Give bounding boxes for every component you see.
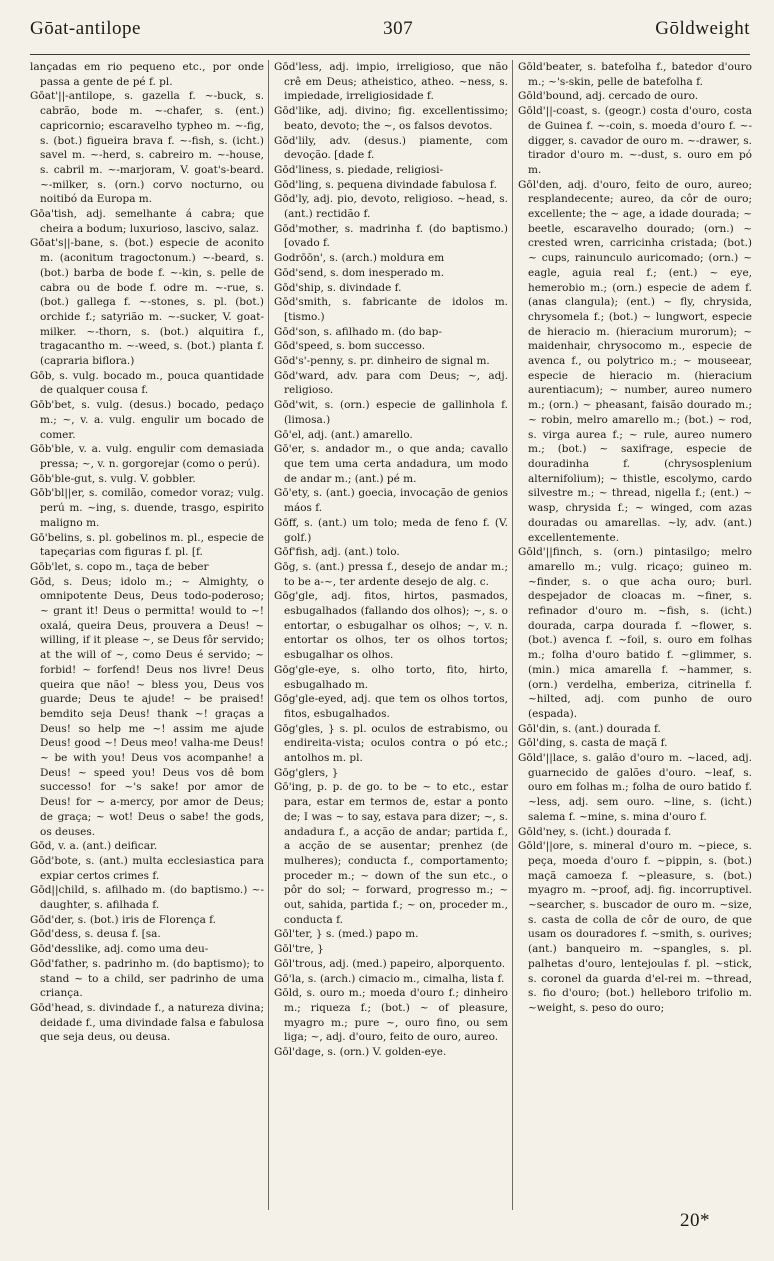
dictionary-entry: Gōa'tish, adj. semelhante á cabra; que cheira a bodum; luxurioso, lascivo, salaz. bbox=[30, 208, 264, 235]
column-3 bbox=[512, 60, 752, 1210]
running-header bbox=[30, 18, 750, 44]
dictionary-entry: Gōl'ter, } s. (med.) papo m. bbox=[274, 928, 419, 941]
dictionary-entry: Gōd, s. Deus; idolo m.; ~ Almighty, o omnipotente Deus, Deus todo-poderoso; ~ grant it! Deus o permitta! would to ~! oxalá, queira Deus, prouvera a Deus! ~ willing, if it please ~, se Deus fôr servido; at the will of ~, como Deus é servido; ~ forbid! ~ forfend! Deus nos livre! Deus queira que não! ~ bless you, Deus vos guarde; Deus te ajude! ~ be praised! bemdito seja Deus! thank ~! graças a Deus! so help me ~! assim me ajude Deus! good ~! Deus meo! valha-me Deus! ~ be with you! Deus vos acompanhe! a Deus! ~ speed you! Deus vos dê bom successo! for ~'s sake! por amor de Deus! for ~ a-mercy, por amor de Deus; de graça; ~ wot! Deus o sabe! the gods, os deuses. bbox=[30, 575, 264, 838]
dictionary-entry: Gōd'desslike, adj. como uma deu- bbox=[30, 943, 209, 956]
dictionary-entry: Gōld'||-coast, s. (geogr.) costa d'ouro, costa de Guinea f. ~-coin, s. moeda d'ouro f. ~-digger, s. cavador de ouro m. ~-drawer, s. tirador d'ouro m. ~-dust, s. ouro em pó m. bbox=[518, 105, 752, 176]
dictionary-entry: Gōg, s. (ant.) pressa f., desejo de andar m.; to be a-~, ter ardente desejo de alg. c. bbox=[274, 560, 508, 588]
dictionary-entry: Gōd'lily, adv. (desus.) piamente, com devoção. [dade f. bbox=[274, 134, 508, 162]
dictionary-entry: Gōd, v. a. (ant.) deificar. bbox=[30, 840, 158, 853]
dictionary-entry: Gōl'ding, s. casta de maçã f. bbox=[518, 737, 668, 750]
dictionary-entry: Gō'belins, s. pl. gobelinos m. pl., especie de tapeçarias com figuras f. pl. [f. bbox=[30, 531, 264, 559]
dictionary-entry: Gōd's'-penny, s. pr. dinheiro de signal m. bbox=[274, 355, 490, 368]
dictionary-entry: Gōld'beater, s. batefolha f., batedor d'ouro m.; ~'s-skin, pelle de batefolha f. bbox=[518, 61, 752, 88]
dictionary-entry: Gōd'ly, adj. pio, devoto, religioso. ~head, s. (ant.) rectidão f. bbox=[274, 193, 508, 221]
dictionary-entry: Gōb, s. vulg. bocado m., pouca quantidade de qualquer cousa f. bbox=[30, 369, 264, 397]
dictionary-entry: Gōff, s. (ant.) um tolo; meda de feno f. (V. golf.) bbox=[274, 516, 508, 544]
dictionary-entry: Gōd'dess, s. deusa f. [sa. bbox=[30, 928, 161, 941]
dictionary-entry: Gōl'tre, } bbox=[274, 943, 324, 956]
dictionary-entry: Gōld, s. ouro m.; moeda d'ouro f.; dinheiro m.; riqueza f.; (bot.) ~ of pleasure, myagro m.; pure ~, ouro fino, ou sem liga; ~, adj. d'ouro, feito de ouro, aureo. bbox=[274, 987, 508, 1044]
dictionary-entry: Gōd'head, s. divindade f., a natureza divina; deidade f., uma divindade falsa e fabulosa que seja deus, ou deusa. bbox=[30, 1002, 264, 1044]
dictionary-entry: Godrōōn', s. (arch.) moldura em bbox=[274, 252, 445, 265]
dictionary-entry: Gōat's||-bane, s. (bot.) especie de aconito m. (aconitum tragoctonum.) ~-beard, s. (bot.) barba de bode f. ~-kin, s. pelle de cabra ou de bode f. odre m. ~-rue, s. (bot.) gallega f. ~-stones, s. pl. (bot.) orchide f.; satyrião m. ~-sucker, V. goat-milker. ~-thorn, s. (bot.) alquitira f., tragacantho m. ~-weed, s. (bot.) planta f. (capraria biflora.) bbox=[30, 237, 264, 368]
dictionary-entry: Gōb'bl||er, s. comilão, comedor voraz; vulg. perú m. ~ing, s. duende, trasgo, espirito maligno m. bbox=[30, 487, 264, 529]
dictionary-entry: Gōd'send, s. dom inesperado m. bbox=[274, 266, 445, 279]
dictionary-entry: Gō'ety, s. (ant.) goecia, invocação de genios máos f. bbox=[274, 487, 508, 515]
dictionary-entry: Gōld'||lace, s. galão d'ouro m. ~laced, adj. guarnecido de galões d'ouro. ~leaf, s. ouro em folhas m.; folha de ouro batido f. ~less, adj. sem ouro. ~line, s. (icht.) salema f. ~mine, s. mina d'ouro f. bbox=[518, 752, 752, 823]
dictionary-entry: Gōd'speed, s. bom successo. bbox=[274, 340, 426, 353]
signature-mark: 20* bbox=[680, 1210, 710, 1231]
dictionary-entry: Gōld'ney, s. (icht.) dourada f. bbox=[518, 825, 672, 838]
dictionary-entry: Gōg'glers, } bbox=[274, 766, 339, 779]
dictionary-entry: Gō'ing, p. p. de go. to be ~ to etc., estar para, estar em termos de, estar a ponto de; I was ~ to say, estava para dizer; ~, s. andadura f., a acção de andar; partida f., a acção de se ausentar; prenhez (de mulheres); conducta f., comportamento; proceder m.; ~ down of the sun etc., o pôr do sol; ~ forward, progresso m.; ~ out, sahida, partida f.; ~ on, proceder m., conducta f. bbox=[274, 781, 508, 926]
dictionary-entry: Gōd'ship, s. divindade f. bbox=[274, 281, 402, 294]
dictionary-entry: Gōat'||-antilope, s. gazella f. ~-buck, s. cabrão, bode m. ~-chafer, s. (ent.) capricornio; escaravelho typheo m. ~-fig, s. (bot.) figueira brava f. ~-fish, s. (icht.) savel m. ~-herd, s. cabreiro m. ~-house, s. cabril m. ~-marjoram, V. goat's-beard. ~-milker, s. (orn.) corvo nocturno, ou noitibó da Europa m. bbox=[30, 90, 264, 206]
dictionary-entry: Gōd'ling, s. pequena divindade fabulosa f. bbox=[274, 178, 497, 191]
header-right-guide-word: Gōldweight bbox=[655, 18, 750, 39]
dictionary-entry: Gōld'||ore, s. mineral d'ouro m. ~piece, s. peça, moeda d'ouro f. ~pippin, s. (bot.) maçã camoeza f. ~pleasure, s. (bot.) myagro m. ~proof, adj. fig. incorruptivel. ~searcher, s. buscador de ouro m. ~size, s. casta de colla de côr de ouro, de que usam os douradores f. ~smith, s. ourives; (ant.) banqueiro m. ~spangles, s. pl. palhetas d'ouro, lentejoulas f. pl. ~stick, s. coronel da guarda d'el-rei m. ~thread, s. fio d'ouro; (bot.) helleboro trifolio m. ~weight, s. peso do ouro; bbox=[518, 840, 752, 1014]
dictionary-entry: Gōd'father, s. padrinho m. (do baptismo); to stand ~ to a child, ser padrinho de uma criança. bbox=[30, 957, 264, 1000]
dictionary-entry: Gōb'ble, v. a. vulg. engulir com demasiada pressa; ~, v. n. gorgorejar (como o perú). bbox=[30, 443, 264, 470]
dictionary-entry: Gōl'din, s. (ant.) dourada f. bbox=[518, 722, 661, 735]
dictionary-entry: Gōd'bote, s. (ant.) multa ecclesiastica para expiar certos crimes f. bbox=[30, 854, 264, 882]
page-number: 307 bbox=[383, 18, 414, 39]
dictionary-entry: Gō'el, adj. (ant.) amarello. bbox=[274, 428, 413, 441]
header-rule bbox=[30, 54, 750, 55]
dictionary-entry: Gōb'bet, s. vulg. (desus.) bocado, pedaço m.; ~, v. a. vulg. engulir um bocado de comer. bbox=[30, 399, 264, 441]
columns bbox=[30, 60, 752, 1210]
dictionary-entry: Gōd'mother, s. madrinha f. (do baptismo.) [ovado f. bbox=[274, 222, 508, 250]
dictionary-entry: Gōl'trous, adj. (med.) papeiro, alporquento. bbox=[274, 957, 506, 970]
dictionary-entry: Gōd'liness, s. piedade, religiosi- bbox=[274, 163, 444, 176]
dictionary-entry: Gōg'gle, adj. fitos, hirtos, pasmados, esbugalhados (fallando dos olhos); ~, s. o entortar, o esbugalhar os olhos; ~, v. n. entortar os olhos, ter os olhos tortos; esbugalhar os olhos. bbox=[274, 590, 508, 662]
dictionary-entry: Gōg'gles, } s. pl. oculos de estrabismo, ou endireita-vista; oculos contra o pó etc.; antolhos m. pl. bbox=[274, 722, 508, 765]
dictionary-entry: Gōg'gle-eyed, adj. que tem os olhos tortos, fitos, esbugalhados. bbox=[274, 693, 508, 720]
dictionary-entry: Gōg'gle-eye, s. olho torto, fito, hirto, esbugalhado m. bbox=[274, 663, 508, 691]
dictionary-entry: Gōb'let, s. copo m., taça de beber bbox=[30, 560, 209, 573]
dictionary-entry: Gōld'||finch, s. (orn.) pintasilgo; melro amarello m.; vulg. ricaço; guineo m. ~finder, s. o que acha ouro; burl. despejador de cloacas m. ~finer, s. refinador d'ouro m. ~fish, s. (icht.) dourada, carpa dourada f. ~flower, s. (bot.) avenca f. ~foil, s. ouro em folhas m.; folha d'ouro batido f. ~glimmer, s. (min.) mica amarella f. ~hammer, s. (orn.) verdelha, emberiza, citrinella f. ~hilted, adj. com punho de ouro (espada). bbox=[518, 546, 752, 720]
dictionary-entry: Gōd||child, s. afilhado m. (do baptismo.) ~-daughter, s. afilhada f. bbox=[30, 884, 264, 912]
dictionary-entry: Gōl'dage, s. (orn.) V. golden-eye. bbox=[274, 1046, 447, 1059]
dictionary-entry: Gōd'der, s. (bot.) iris de Florença f. bbox=[30, 913, 217, 926]
dictionary-entry: Gōd'son, s. afilhado m. (do bap- bbox=[274, 325, 442, 338]
dictionary-entry: Gōf'fish, adj. (ant.) tolo. bbox=[274, 546, 400, 559]
dictionary-entry: Gō'er, s. andador m., o que anda; cavallo que tem uma certa andadura, um modo de andar m.; (ant.) pé m. bbox=[274, 443, 508, 485]
dictionary-entry: Gō'la, s. (arch.) cimacio m., cimalha, lista f. bbox=[274, 972, 505, 985]
dictionary-entry: Gōd'less, adj. impio, irreligioso, que não crê em Deus; atheistico, atheo. ~ness, s. impiedade, irreligiosidade f. bbox=[274, 61, 508, 103]
dictionary-entry: lançadas em rio pequeno etc., por onde passa a gente de pé f. pl. bbox=[30, 61, 264, 88]
header-left-guide-word: Gōat-antilope bbox=[30, 18, 141, 39]
dictionary-entry: Gōd'like, adj. divino; fig. excellentissimo; beato, devoto; the ~, os falsos devotos. bbox=[274, 105, 508, 132]
dictionary-entry: Gōl'den, adj. d'ouro, feito de ouro, aureo; resplandecente; aureo, da côr de ouro; excellente; the ~ age, a idade dourada; ~ beetle, escaravelho dourado; (orn.) ~ crested wren, carricinha cristada; (bot.) ~ cups, rainunculo auricomado; (orn.) ~ eagle, aguia real f.; (ent.) ~ eye, hemerobio m.; (orn.) especie de adem f. (anas clangula); (ent.) ~ fly, chrysida, chrysomela f.; (bot.) ~ lungwort, especie de hieracio m. (hieracium murorum); ~ maidenhair, chrysocomo m., especie de avenca f., ou polytrico m.; ~ mouseear, especie de hieracio m. (hieracium aurentiacum); ~ number, aureo numero m.; (orn.) ~ pheasant, faisão dourado m.; ~ robin, melro amarello m.; (bot.) ~ rod, s. virga aurea f.; ~ rule, aureo numero m.; (bot.) ~ saxifrage, especie de douradinha f. (chrysosplenium alternifolium); ~ thistle, escolymo, cardo silvestre m.; ~ thread, nigella f.; (ent.) ~ wasp, chrysida f.; ~ winged, com azas douradas ou amarellas. ~ly, adv. (ant.) excellentemente. bbox=[518, 178, 752, 544]
column-1 bbox=[30, 60, 268, 1210]
dictionary-entry: Gōd'wit, s. (orn.) especie de gallinhola f. (limosa.) bbox=[274, 399, 508, 426]
dictionary-entry: Gōld'bound, adj. cercado de ouro. bbox=[518, 90, 699, 103]
dictionary-entry: Gōd'smith, s. fabricante de idolos m. [tismo.) bbox=[274, 296, 508, 323]
dictionary-entry: Gōb'ble-gut, s. vulg. V. gobbler. bbox=[30, 472, 196, 485]
column-2 bbox=[268, 60, 512, 1210]
dictionary-entry: Gōd'ward, adv. para com Deus; ~, adj. religioso. bbox=[274, 369, 508, 397]
